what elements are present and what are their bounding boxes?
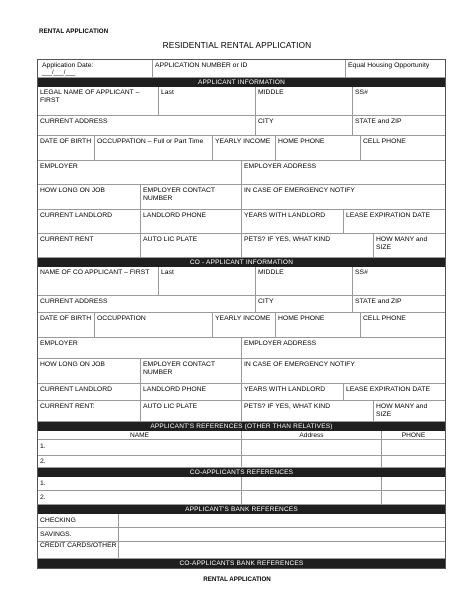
co-applicant-rent-field[interactable]: CURRENT RENT: bbox=[40, 403, 95, 410]
applicant-yearly-income-field[interactable]: YEARLY INCOME bbox=[212, 136, 275, 160]
reference-address-column-header: Address bbox=[241, 431, 381, 439]
form-title: RESIDENTIAL RENTAL APPLICATION bbox=[162, 40, 312, 50]
co-applicant-dob-row bbox=[38, 313, 445, 338]
co-reference-2-name-field[interactable]: 2. bbox=[40, 494, 46, 501]
applicant-lease-expiration-field[interactable]: LEASE EXPIRATION DATE bbox=[343, 210, 445, 233]
co-applicant-pets-count-field[interactable]: HOW MANY and SIZE bbox=[373, 401, 445, 421]
applicant-bank-references-header: APPLICANT'S BANK REFERENCES bbox=[38, 505, 445, 514]
applicant-legal-name-field[interactable]: LEGAL NAME OF APPLICANT – FIRST bbox=[40, 89, 140, 104]
co-reference-row-2 bbox=[38, 491, 445, 505]
reference-1-name-field[interactable]: 1. bbox=[40, 443, 46, 450]
co-applicant-yearly-income-field[interactable]: YEARLY INCOME bbox=[212, 313, 275, 337]
applicant-years-landlord-field[interactable]: YEARS WITH LANDLORD bbox=[241, 210, 343, 233]
co-applicant-name-field[interactable]: NAME OF CO APPLICANT – FIRST bbox=[40, 269, 150, 276]
co-applicant-landlord-phone-field[interactable]: LANDLORD PHONE bbox=[140, 384, 241, 400]
co-applicant-cell-phone-field[interactable]: CELL PHONE bbox=[360, 313, 445, 337]
equal-housing-label: Equal Housing Opportunity bbox=[345, 60, 445, 77]
co-applicant-ssn-field[interactable]: SS# bbox=[352, 267, 445, 295]
application-number-field[interactable]: APPLICATION NUMBER or ID bbox=[152, 60, 345, 77]
bank-savings-label: SAVINGS. bbox=[40, 531, 72, 538]
co-applicant-city-field[interactable]: CITY bbox=[255, 296, 352, 312]
applicant-cell-phone-field[interactable]: CELL PHONE bbox=[360, 136, 445, 160]
co-applicant-how-long-field[interactable]: HOW LONG ON JOB bbox=[40, 361, 105, 368]
co-applicant-auto-plate-field[interactable]: AUTO LIC PLATE bbox=[140, 401, 241, 421]
application-date-label: Application Date: bbox=[42, 62, 94, 69]
applicant-references-header: APPLICANT'S REFERENCES (OTHER THAN RELATIVES) bbox=[38, 422, 445, 431]
co-applicant-address-field[interactable]: CURRENT ADDRESS bbox=[40, 298, 108, 305]
co-applicant-employer-contact-field[interactable]: EMPLOYER CONTACT NUMBER bbox=[140, 359, 241, 383]
applicant-landlord-field[interactable]: CURRENT LANDLORD bbox=[40, 212, 113, 219]
co-applicant-job-row bbox=[38, 359, 445, 384]
applicant-name-row bbox=[38, 87, 445, 116]
applicant-landlord-row bbox=[38, 210, 445, 234]
reference-2-address-field[interactable] bbox=[241, 456, 381, 467]
co-applicant-references-header: CO-APPLICANTS REFERENCES bbox=[38, 468, 445, 477]
co-reference-1-name-field[interactable]: 1. bbox=[40, 480, 46, 487]
applicant-home-phone-field[interactable]: HOME PHONE bbox=[275, 136, 360, 160]
bank-credit-row bbox=[38, 542, 445, 559]
co-applicant-landlord-row bbox=[38, 384, 445, 401]
application-date-blank: ___/___/___ bbox=[42, 70, 76, 76]
reference-1-address-field[interactable] bbox=[241, 440, 381, 455]
reference-1-phone-field[interactable] bbox=[381, 440, 445, 455]
applicant-employer-contact-field[interactable]: EMPLOYER CONTACT NUMBER bbox=[140, 185, 241, 209]
applicant-auto-plate-field[interactable]: AUTO LIC PLATE bbox=[140, 234, 241, 257]
application-form bbox=[37, 59, 446, 569]
applicant-address-field[interactable]: CURRENT ADDRESS bbox=[40, 118, 108, 125]
bank-savings-row bbox=[38, 528, 445, 542]
applicant-middle-name-field[interactable]: MIDDLE bbox=[255, 87, 352, 115]
footer-label: RENTAL APPLICATION bbox=[203, 576, 271, 583]
reference-phone-column-header: PHONE bbox=[381, 431, 445, 439]
top-row bbox=[38, 60, 445, 78]
co-applicant-employer-field[interactable]: EMPLOYER bbox=[40, 340, 78, 347]
applicant-rent-field[interactable]: CURRENT RENT bbox=[40, 236, 94, 243]
co-applicant-address-row bbox=[38, 296, 445, 313]
bank-savings-field[interactable] bbox=[118, 528, 445, 541]
co-reference-1-phone-field[interactable] bbox=[381, 477, 445, 490]
co-applicant-bank-references-header: CO-APPLICANTS BANK REFERENCES bbox=[38, 559, 445, 568]
applicant-dob-field[interactable]: DATE OF BIRTH bbox=[40, 138, 92, 145]
applicant-occupation-field[interactable]: OCCUPPATION – Full or Part Time bbox=[94, 136, 212, 160]
co-applicant-years-landlord-field[interactable]: YEARS WITH LANDLORD bbox=[241, 384, 343, 400]
reference-row-2 bbox=[38, 456, 445, 468]
applicant-state-zip-field[interactable]: STATE and ZIP bbox=[352, 116, 445, 135]
bank-credit-label: CREDIT CARDS/OTHER bbox=[40, 542, 117, 549]
co-applicant-dob-field[interactable]: DATE OF BIRTH bbox=[40, 315, 92, 322]
bank-credit-field[interactable] bbox=[118, 542, 445, 558]
applicant-rent-row bbox=[38, 234, 445, 258]
applicant-employer-field[interactable]: EMPLOYER bbox=[40, 163, 78, 170]
co-applicant-name-row bbox=[38, 267, 445, 296]
applicant-pets-field[interactable]: PETS? IF YES, WHAT KIND bbox=[241, 234, 373, 257]
co-applicant-rent-row bbox=[38, 401, 445, 422]
reference-row-1 bbox=[38, 440, 445, 456]
applicant-how-long-field[interactable]: HOW LONG ON JOB bbox=[40, 187, 105, 194]
reference-2-phone-field[interactable] bbox=[381, 456, 445, 467]
co-applicant-employer-row bbox=[38, 338, 445, 359]
applicant-city-field[interactable]: CITY bbox=[255, 116, 352, 135]
applicant-employer-row bbox=[38, 161, 445, 185]
co-applicant-information-header: CO - APPLICANT INFORMATION bbox=[38, 258, 445, 267]
co-applicant-landlord-field[interactable]: CURRENT LANDLORD bbox=[40, 386, 113, 393]
application-date-field[interactable] bbox=[38, 60, 152, 77]
references-column-header-row bbox=[38, 431, 445, 440]
applicant-ssn-field[interactable]: SS# bbox=[352, 87, 445, 115]
applicant-job-row bbox=[38, 185, 445, 210]
co-applicant-state-zip-field[interactable]: STATE and ZIP bbox=[352, 296, 445, 312]
bank-checking-label: CHECKING bbox=[40, 517, 76, 524]
applicant-information-header: APPLICANT INFORMATION bbox=[38, 78, 445, 87]
applicant-landlord-phone-field[interactable]: LANDLORD PHONE bbox=[140, 210, 241, 233]
applicant-employer-address-field[interactable]: EMPLOYER ADDRESS bbox=[241, 161, 445, 184]
co-applicant-home-phone-field[interactable]: HOME PHONE bbox=[275, 313, 360, 337]
bank-checking-field[interactable] bbox=[118, 514, 445, 527]
reference-2-name-field[interactable]: 2. bbox=[40, 458, 46, 465]
co-reference-row-1 bbox=[38, 477, 445, 491]
co-reference-1-address-field[interactable] bbox=[241, 477, 381, 490]
applicant-emergency-field[interactable]: IN CASE OF EMERGENCY NOTIFY bbox=[241, 185, 445, 209]
top-header-label: RENTAL APPLICATION bbox=[39, 28, 109, 35]
applicant-address-row bbox=[38, 116, 445, 136]
applicant-dob-row bbox=[38, 136, 445, 161]
co-applicant-occupation-field[interactable]: OCCUPPATION bbox=[94, 313, 212, 337]
co-applicant-employer-address-field[interactable]: EMPLOYER ADDRESS bbox=[241, 338, 445, 358]
co-applicant-last-name-field[interactable]: Last bbox=[158, 267, 255, 295]
co-reference-2-phone-field[interactable] bbox=[381, 491, 445, 504]
co-applicant-emergency-field[interactable]: IN CASE OF EMERGENCY NOTIFY bbox=[241, 359, 445, 383]
co-applicant-middle-name-field[interactable]: MIDDLE bbox=[255, 267, 352, 295]
co-applicant-lease-expiration-field[interactable]: LEASE EXPIRATION DATE bbox=[343, 384, 445, 400]
applicant-last-name-field[interactable]: Last bbox=[158, 87, 255, 115]
reference-name-column-header: NAME bbox=[129, 432, 150, 439]
co-applicant-pets-field[interactable]: PETS? IF YES, WHAT KIND bbox=[241, 401, 373, 421]
bank-checking-row bbox=[38, 514, 445, 528]
co-reference-2-address-field[interactable] bbox=[241, 491, 381, 504]
applicant-pets-count-field[interactable]: HOW MANY and SIZE bbox=[373, 234, 445, 257]
